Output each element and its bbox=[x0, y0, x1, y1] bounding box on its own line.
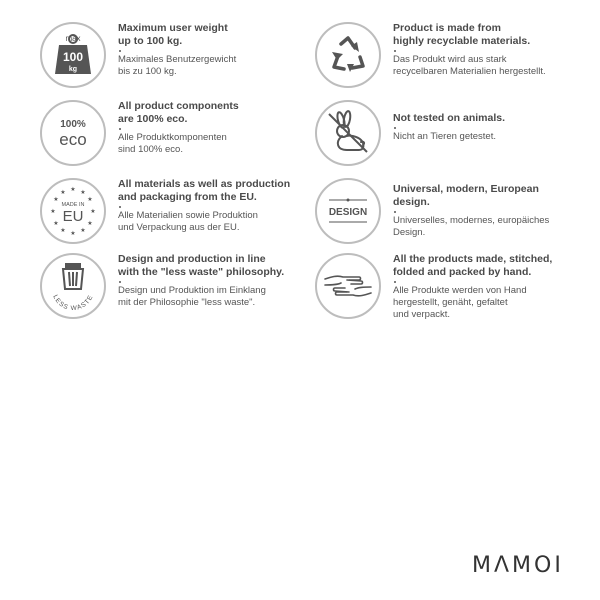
bullet-dot bbox=[119, 50, 121, 52]
feature-desc: Maximales Benutzergewicht bis zu 100 kg. bbox=[118, 54, 237, 77]
feature-handmade bbox=[315, 253, 585, 323]
badge-text-design: DESIGN bbox=[328, 207, 368, 218]
feature-title: All materials as well as production and packaging from the EU. bbox=[118, 178, 291, 203]
brand-logo: MΛMOI bbox=[472, 553, 564, 578]
badge-text-eu: EU bbox=[62, 208, 84, 225]
svg-text:★: ★ bbox=[53, 221, 59, 227]
svg-text:★: ★ bbox=[80, 190, 86, 196]
svg-text:★: ★ bbox=[60, 190, 66, 196]
feature-title: Not tested on animals. bbox=[393, 112, 506, 124]
svg-text:★: ★ bbox=[50, 209, 56, 215]
svg-text:★: ★ bbox=[90, 209, 96, 215]
rabbit-icon bbox=[315, 100, 381, 166]
hands-icon bbox=[315, 253, 381, 319]
feature-less-waste bbox=[40, 253, 310, 323]
feature-title: Universal, modern, European design. bbox=[393, 183, 539, 208]
feature-not-tested-on-animals bbox=[315, 100, 585, 170]
svg-text:★: ★ bbox=[70, 231, 76, 237]
feature-european-design bbox=[315, 178, 585, 248]
max-weight-icon bbox=[40, 22, 106, 88]
badge-text-100-percent: 100% bbox=[60, 119, 86, 130]
bullet-dot bbox=[119, 206, 121, 208]
bullet-dot bbox=[394, 211, 396, 213]
feature-desc: Nicht an Tieren getestet. bbox=[393, 131, 496, 142]
feature-title: Product is made from highly recyclable materials. bbox=[393, 22, 531, 47]
bullet-dot bbox=[394, 127, 396, 129]
bullet-dot bbox=[394, 281, 396, 283]
badge-text-eco: eco bbox=[59, 130, 87, 149]
feature-title: Design and production in line with the "less waste" philosophy. bbox=[118, 253, 285, 278]
feature-desc: Das Produkt wird aus stark recycelbaren Materialien hergestellt. bbox=[393, 54, 546, 77]
feature-desc: Universelles, modernes, europäiches Design. bbox=[393, 215, 550, 238]
feature-title: All the products made, stitched, folded and packed by hand. bbox=[393, 253, 553, 278]
feature-eco bbox=[40, 100, 310, 170]
bullet-dot bbox=[394, 50, 396, 52]
feature-max-weight bbox=[40, 22, 310, 92]
feature-desc: Alle Produktkomponenten sind 100% eco. bbox=[118, 132, 227, 155]
feature-desc: Alle Produkte werden von Hand hergestellt, genäht, gefaltet und verpackt. bbox=[393, 285, 527, 320]
bullet-dot bbox=[119, 281, 121, 283]
badge-text-less-waste: LESS WASTE bbox=[51, 293, 95, 313]
svg-text:★: ★ bbox=[53, 197, 59, 203]
feature-recyclable bbox=[315, 22, 585, 92]
badge-text-100: 100 bbox=[62, 50, 84, 64]
svg-text:★: ★ bbox=[87, 197, 93, 203]
badge-text-max: max bbox=[65, 34, 81, 43]
less-waste-icon bbox=[40, 253, 106, 319]
feature-title: All product components are 100% eco. bbox=[118, 100, 239, 125]
svg-text:★: ★ bbox=[70, 187, 76, 193]
svg-text:★: ★ bbox=[87, 221, 93, 227]
feature-title: Maximum user weight up to 100 kg. bbox=[118, 22, 228, 47]
bullet-dot bbox=[119, 128, 121, 130]
recycle-icon bbox=[315, 22, 381, 88]
badge-text-made-in: MADE IN bbox=[61, 202, 85, 208]
badge-text-kg: kg bbox=[68, 66, 78, 73]
svg-text:★: ★ bbox=[60, 228, 66, 234]
feature-made-in-eu bbox=[40, 178, 310, 248]
eco-icon bbox=[40, 100, 106, 166]
svg-text:LESS WASTE bbox=[51, 294, 94, 312]
feature-desc: Design und Produktion im Einklang mit der Philosophie "less waste". bbox=[118, 285, 266, 308]
svg-text:★: ★ bbox=[80, 228, 86, 234]
design-icon bbox=[315, 178, 381, 244]
made-in-eu-icon bbox=[40, 178, 106, 244]
feature-desc: Alle Materialien sowie Produktion und Verpackung aus der EU. bbox=[118, 210, 258, 233]
